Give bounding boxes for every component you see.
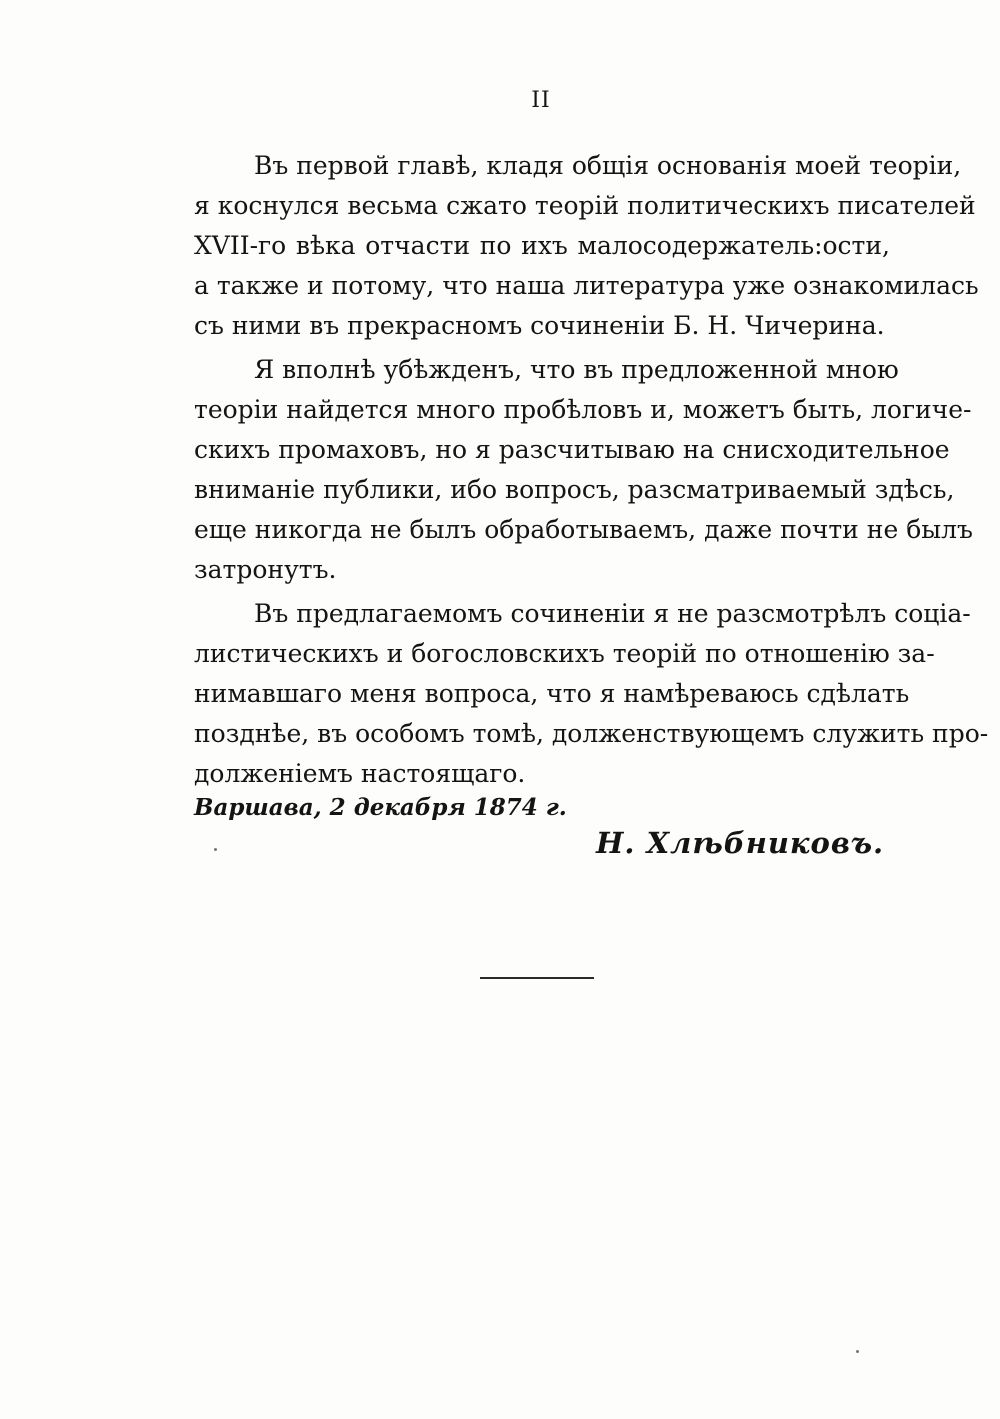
place-date: Варшава, 2 декабря 1874 г. xyxy=(194,794,567,821)
text-line: нимавшаго меня вопроса, что я намѣреваюсь сдѣлать xyxy=(194,679,910,708)
page-number: II xyxy=(531,88,551,113)
paragraph-1 xyxy=(194,146,979,346)
text-line: еще никогда не былъ обработываемъ, даже почти не былъ xyxy=(194,515,973,544)
text-line: Въ предлагаемомъ сочиненіи я не разсмотрѣлъ соціа- xyxy=(254,599,971,628)
text-line: я коснулся весьма сжато теорій политическихъ писателей xyxy=(194,191,976,220)
text-line: скихъ промаховъ, но я разсчитываю на снисходительное xyxy=(194,435,950,464)
preface-body xyxy=(194,146,989,794)
text-line: позднѣе, въ особомъ томѣ, долженствующемъ служить про- xyxy=(194,719,989,748)
text-line: затронутъ. xyxy=(194,555,337,584)
paper-speck xyxy=(214,848,217,851)
closing-rule xyxy=(480,977,594,979)
text-line: листическихъ и богословскихъ теорій по отношенію за- xyxy=(194,639,935,668)
paragraph-3 xyxy=(194,594,989,794)
text-line: съ ними въ прекрасномъ сочиненіи Б. Н. Чичерина. xyxy=(194,311,885,340)
paragraph-2 xyxy=(194,350,973,590)
text-line: XVII-го вѣка отчасти по ихъ малосодержатель:ости, xyxy=(194,231,890,260)
text-line: теоріи найдется много пробѣловъ и, можетъ быть, логиче- xyxy=(194,395,972,424)
paper-speck xyxy=(856,1350,859,1353)
text-line: а также и потому, что наша литература уже ознакомилась xyxy=(194,271,979,300)
text-line: Я вполнѣ убѣжденъ, что въ предложенной мною xyxy=(254,355,899,384)
author-signature: Н. Хлѣбниковъ. xyxy=(596,826,885,860)
text-line: вниманіе публики, ибо вопросъ, разсматриваемый здѣсь, xyxy=(194,475,955,504)
text-line: долженіемъ настоящаго. xyxy=(194,759,526,788)
text-line: Въ первой главѣ, кладя общія основанія моей теоріи, xyxy=(254,151,962,180)
